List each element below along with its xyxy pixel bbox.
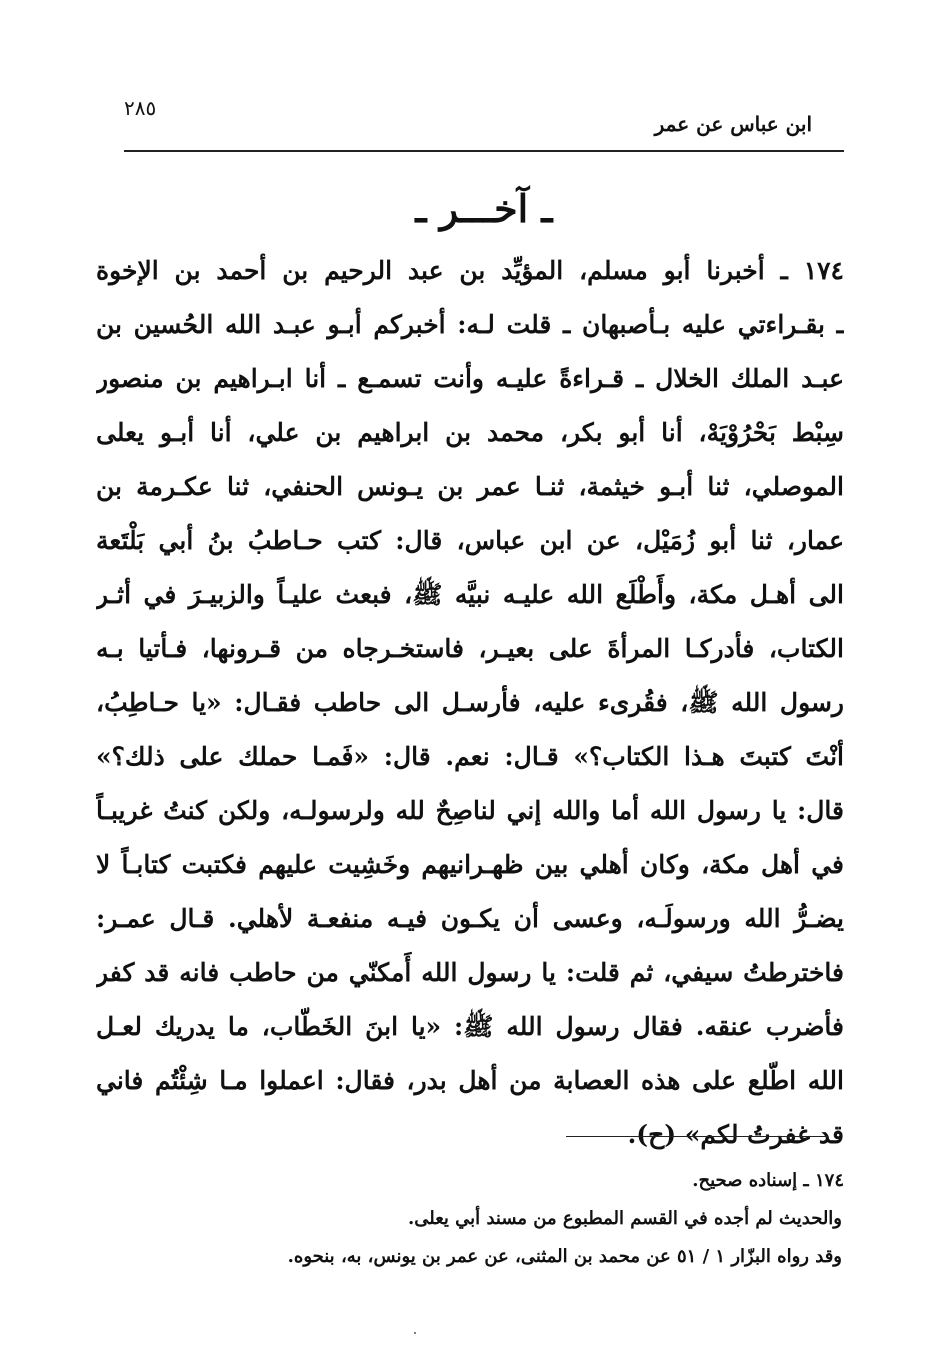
body-line: فأضرب عنقه. فقال رسول الله ﷺ: «يا ابنَ الخَطّاب، ما يدريك لعـل	[96, 1012, 844, 1041]
body-line: الكتاب، فأدركـا المرأةَ على بعيـر، فاستخـرجاه من قـرونها، فـأتيا بـه	[96, 634, 844, 663]
body-line: الى أهـل مكة، وأَطْلَع الله عليـه نبيَّه ﷺ، فبعث عليـاً والزبيـرَ في أثـر	[96, 580, 844, 609]
body-line: في أهل مكة، وكان أهلي بين ظهـرانيهم وخَشِيت عليهم فكتبت كتابـاً لا	[96, 850, 844, 879]
body-line: سِبْط بَحْرُوْيَهْ، أنا أبو بكر، محمد بن ابراهيم بن علي، أنا أبـو يعلى	[96, 418, 844, 447]
body-line: يضـرُّ الله ورسولَـه، وعسى أن يكـون فيـه منفعـة لأهلي. قـال عمـر:	[96, 904, 844, 933]
body-line: ١٧٤ ـ أخبرنا أبو مسلم، المؤيِّد بن عبد الرحيم بن أحمد بن الإخوة	[96, 256, 844, 285]
hadith-body	[96, 244, 844, 1162]
body-line: الله اطّلع على هذه العصابة من أهل بدر، فقال: اعملوا مـا شِئْتُم فاني	[96, 1066, 844, 1095]
body-line: قد غفرتُ لكم» (ح).	[627, 1120, 844, 1149]
running-title: ابن عباس عن عمر	[654, 112, 812, 136]
footnotes	[96, 1162, 844, 1276]
body-line: الموصلي، ثنا أبـو خيثمة، ثنـا عمر بن يـونس الحنفي، ثنا عكـرمة بن	[96, 472, 844, 501]
body-line: أنْتَ كتبتَ هـذا الكتاب؟» قـال: نعم. قال: «فَمـا حملك على ذلك؟»	[96, 742, 844, 771]
header-rule	[124, 150, 844, 152]
body-line: عمار، ثنا أبو زُمَيْل، عن ابن عباس، قال: كتب حـاطبُ بنُ أبي بَلْتَعة	[96, 526, 844, 555]
footnote-line: والحديث لم أجده في القسم المطبوع من مسند أبي يعلى.	[407, 1208, 842, 1229]
footnote-line: ١٧٤ ـ إسناده صحيح.	[692, 1170, 844, 1191]
body-line: فاخترطتُ سيفي، ثم قلت: يا رسول الله أَمكنّي من حاطب فانه قد كفر	[96, 958, 844, 987]
body-line: عبـد الملك الخلال ـ قـراءةً عليـه وأنت تسمـع ـ أنا ابـراهيم بن منصور	[96, 364, 844, 393]
footnote-line: وقد رواه البزّار ١ / ٥١ عن محمد بن المثنى، عن عمر بن يونس، به، بنحوه.	[287, 1246, 842, 1267]
body-line: رسول الله ﷺ، فقُرىء عليه، فأرسـل الى حاطب فقـال: «يا حـاطِبُ،	[96, 688, 844, 717]
body-line: قال: يا رسول الله أما والله إني لناصِحٌ لله ولرسولـه، ولكن كنتُ غريبـاً	[96, 796, 844, 825]
print-speck	[414, 1332, 416, 1334]
body-line: ـ بقـراءتي عليه بـأصبهان ـ قلت لـه: أخبركم أبـو عبـد الله الحُسين بن	[96, 310, 844, 339]
page-number: ٢٨٥	[124, 96, 157, 120]
footnote-rule	[566, 1136, 828, 1137]
section-heading: ـ آخـــر ـ	[415, 186, 553, 231]
